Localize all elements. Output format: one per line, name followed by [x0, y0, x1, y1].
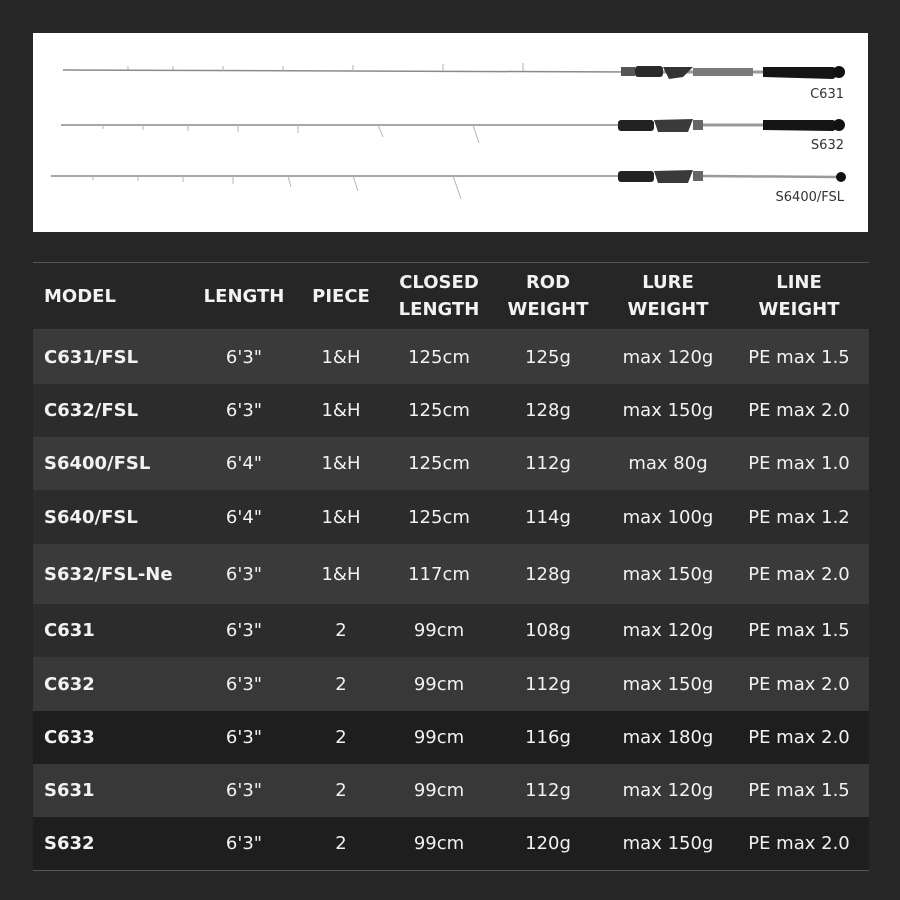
cell-rod-weight: 128g — [525, 563, 571, 585]
cell-closed-length: 125cm — [408, 400, 470, 421]
cell-closed-length: 99cm — [413, 727, 465, 748]
cell-line-weight: PE max 2.0 — [748, 400, 850, 421]
cell-piece: 1&H — [321, 400, 361, 421]
table-row — [33, 330, 869, 384]
cell-length: 6'3" — [225, 400, 263, 421]
cell-line-weight: PE max 2.0 — [748, 563, 850, 585]
cell-length: 6'3" — [225, 346, 263, 368]
cell-model: C631 — [44, 620, 95, 641]
cell-length: 6'4" — [225, 506, 263, 528]
cell-lure-weight: max 150g — [622, 833, 714, 854]
cell-line-weight: PE max 2.0 — [748, 673, 850, 695]
rod-illustrations — [33, 33, 868, 232]
cell-rod-weight: 128g — [525, 400, 571, 421]
cell-line-weight: PE max 1.2 — [748, 506, 850, 528]
rod-image-s632 — [61, 119, 845, 143]
cell-rod-weight: 125g — [525, 346, 571, 368]
cell-lure-weight: max 100g — [622, 506, 714, 528]
cell-lure-weight: max 80g — [628, 453, 708, 474]
cell-line-weight: PE max 1.5 — [748, 780, 850, 801]
cell-model: S6400/FSL — [44, 453, 151, 474]
table-row — [33, 711, 869, 764]
cell-rod-weight: 112g — [525, 453, 571, 474]
cell-model: S640/FSL — [44, 506, 138, 528]
table-row — [33, 764, 869, 817]
cell-rod-weight: 120g — [525, 833, 571, 854]
spec-table — [33, 262, 869, 871]
table-row — [33, 817, 869, 870]
cell-line-weight: PE max 1.5 — [748, 346, 850, 368]
cell-model: S632 — [44, 833, 95, 854]
cell-closed-length: 99cm — [413, 673, 465, 695]
table-row — [33, 604, 869, 657]
cell-model: C633 — [44, 727, 95, 748]
rod-image-s6400-fsl — [51, 170, 846, 199]
rod-label-c631: C631 — [810, 87, 844, 102]
cell-lure-weight: max 150g — [622, 673, 714, 695]
cell-length: 6'3" — [225, 833, 263, 854]
cell-length: 6'3" — [225, 673, 263, 695]
cell-model: C632 — [44, 673, 95, 695]
header-rod-weight: ROD WEIGHT — [507, 272, 589, 320]
cell-model: C632/FSL — [44, 400, 139, 421]
header-model: MODEL — [44, 285, 116, 307]
cell-closed-length: 125cm — [408, 346, 470, 368]
cell-lure-weight: max 120g — [622, 346, 714, 368]
header-lure-weight: LURE WEIGHT — [627, 272, 709, 320]
cell-closed-length: 125cm — [408, 453, 470, 474]
rod-image-c631 — [63, 63, 845, 79]
cell-rod-weight: 108g — [525, 620, 571, 641]
cell-line-weight: PE max 2.0 — [748, 833, 850, 854]
cell-piece: 2 — [335, 833, 347, 854]
product-photo-panel — [33, 33, 868, 232]
cell-model: S631 — [44, 780, 95, 801]
rod-label-s632: S632 — [810, 138, 844, 153]
rod-label-s6400-fsl: S6400/FSL — [775, 190, 844, 205]
cell-rod-weight: 112g — [525, 673, 571, 695]
cell-model: C631/FSL — [44, 346, 139, 368]
table-header — [33, 263, 869, 330]
cell-piece: 1&H — [321, 453, 361, 474]
cell-piece: 1&H — [321, 563, 361, 585]
cell-closed-length: 99cm — [413, 780, 465, 801]
header-length: LENGTH — [203, 285, 285, 307]
cell-length: 6'3" — [225, 620, 263, 641]
cell-piece: 2 — [335, 780, 347, 801]
cell-length: 6'4" — [225, 453, 263, 474]
cell-rod-weight: 114g — [525, 506, 571, 528]
cell-model: S632/FSL-Ne — [44, 563, 173, 585]
table-row — [33, 544, 869, 604]
header-closed-length: CLOSED LENGTH — [398, 272, 480, 320]
header-piece: PIECE — [312, 285, 370, 307]
table-row — [33, 490, 869, 544]
cell-piece: 2 — [335, 620, 347, 641]
table-row — [33, 437, 869, 490]
cell-piece: 2 — [335, 727, 347, 748]
cell-length: 6'3" — [225, 727, 263, 748]
cell-length: 6'3" — [225, 563, 263, 585]
cell-piece: 1&H — [321, 506, 361, 528]
cell-closed-length: 99cm — [413, 833, 465, 854]
table-body — [33, 330, 869, 870]
header-line-weight: LINE WEIGHT — [758, 272, 840, 320]
cell-closed-length: 99cm — [413, 620, 465, 641]
cell-length: 6'3" — [225, 780, 263, 801]
table-bottom-rule — [33, 870, 869, 871]
table-row — [33, 384, 869, 437]
cell-lure-weight: max 180g — [622, 727, 714, 748]
cell-line-weight: PE max 2.0 — [748, 727, 850, 748]
cell-lure-weight: max 150g — [622, 400, 714, 421]
cell-lure-weight: max 120g — [622, 780, 714, 801]
cell-piece: 1&H — [321, 346, 361, 368]
cell-rod-weight: 116g — [525, 727, 571, 748]
table-row — [33, 657, 869, 711]
cell-closed-length: 125cm — [408, 506, 470, 528]
cell-closed-length: 117cm — [408, 563, 470, 585]
cell-rod-weight: 112g — [525, 780, 571, 801]
cell-lure-weight: max 120g — [622, 620, 714, 641]
cell-piece: 2 — [335, 673, 347, 695]
cell-line-weight: PE max 1.0 — [748, 453, 850, 474]
cell-line-weight: PE max 1.5 — [748, 620, 850, 641]
cell-lure-weight: max 150g — [622, 563, 714, 585]
